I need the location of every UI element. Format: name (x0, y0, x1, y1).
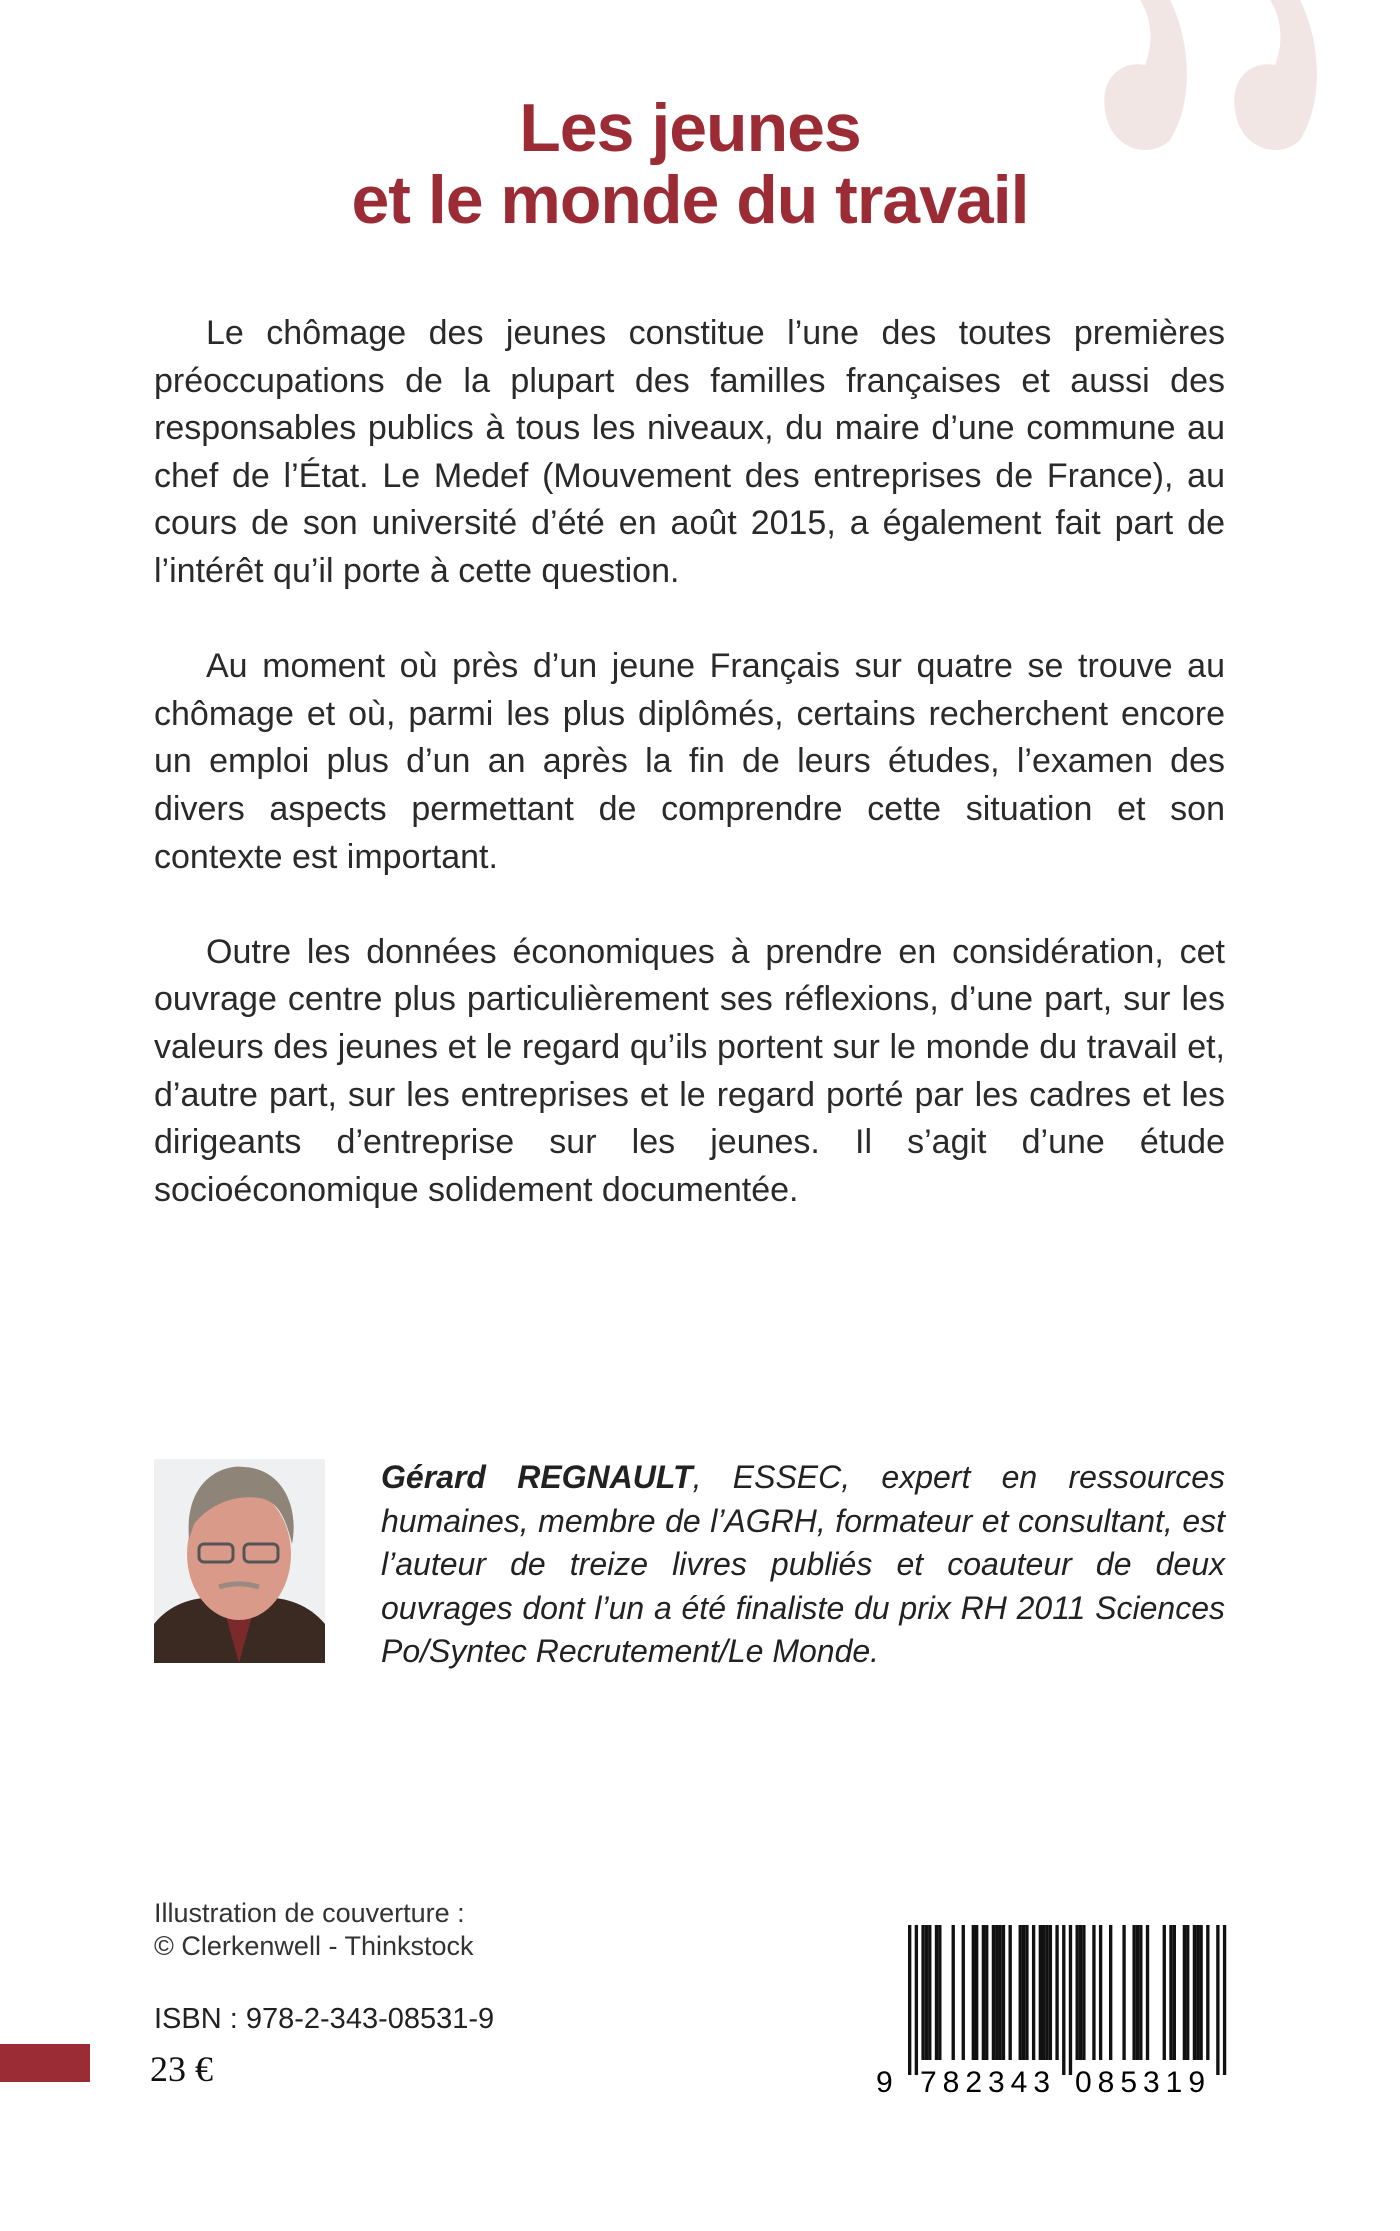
barcode-bar (1132, 1925, 1135, 2060)
barcode-bar (982, 1925, 985, 2060)
barcode-bar (952, 1925, 955, 2060)
author-photo (154, 1459, 325, 1663)
barcode-bar (1199, 1925, 1202, 2060)
barcode-bar (1163, 1925, 1166, 2060)
barcode-bar (975, 1925, 978, 2060)
price: 23 € (150, 2049, 213, 2089)
author-bio (381, 1456, 1225, 1674)
barcode-bar (908, 1925, 911, 2075)
blurb (154, 310, 1225, 1262)
barcode-bar (1169, 1925, 1172, 2060)
barcode-bar (962, 1925, 965, 2060)
barcode-bar (1045, 1925, 1048, 2060)
credit-line-2: © Clerkenwell - Thinkstock (154, 1931, 474, 1961)
barcode-bar (1139, 1925, 1142, 2060)
barcode-bar (1196, 1925, 1199, 2060)
barcode-bar (1099, 1925, 1102, 2060)
barcode-bar (925, 1925, 928, 2060)
barcode-bar (1173, 1925, 1176, 2060)
barcode-bar (1039, 1925, 1042, 2060)
barcode-bar (972, 1925, 975, 2060)
book-title (0, 92, 1380, 236)
author-bio-text: , ESSEC, expert en ressources humaines, membre de l’AGRH, formateur et consultant, est l’auteur de treize livres publiés et coauteur de deux ouvrages dont l’un a été finaliste du prix RH 2011 Sciences Po/Syntec Recrutement/Le Monde. (381, 1459, 1226, 1669)
cover-credit (154, 1897, 474, 1963)
barcode-bar (1069, 1925, 1072, 2075)
barcode-bar (1062, 1925, 1065, 2075)
barcode-bar (1049, 1925, 1052, 2060)
barcode-digits-right: 085319 (1075, 2066, 1205, 2099)
barcode-bar (1122, 1925, 1125, 2060)
barcode-bar (935, 1925, 938, 2060)
barcode-bar (992, 1925, 995, 2060)
accent-bar (0, 2044, 90, 2082)
barcode-bar (938, 1925, 941, 2060)
barcode-bar (1002, 1925, 1005, 2060)
barcode-bar (1079, 1925, 1082, 2060)
credit-line-1: Illustration de couverture : (154, 1898, 465, 1928)
isbn: ISBN : 978-2-343-08531-9 (154, 2003, 495, 2035)
blurb-paragraph: Le chômage des jeunes constitue l’une des toutes premières préoccupations de la plupart des familles françaises et aussi des responsables publics à tous les niveaux, du maire d’une commune au chef de l’État. Le Medef (Mouvement des entreprises de France), au cours de son université d’été en août 2015, a également fait part de l’intérêt qu’il porte à cette question. (154, 314, 1225, 590)
barcode-bar (1032, 1925, 1035, 2060)
barcode-digit-first: 9 (876, 2066, 893, 2099)
barcode-bar (921, 1925, 924, 2060)
barcode-bar (1223, 1925, 1226, 2075)
barcode-bar (1009, 1925, 1012, 2060)
barcode-bar (1092, 1925, 1095, 2060)
barcode-digits-left: 782343 (920, 2066, 1050, 2099)
barcode-bar (998, 1925, 1001, 2060)
barcode-bar (1022, 1925, 1025, 2060)
title-line-2: et le monde du travail (351, 162, 1029, 238)
barcode-bar (1042, 1925, 1045, 2060)
barcode-bar (1186, 1925, 1189, 2060)
blurb-paragraph: Outre les données économiques à prendre en considération, cet ouvrage centre plus particulièrement ses réflexions, d’une part, sur les valeurs des jeunes et le regard qu’ils portent sur le monde du travail et, d’autre part, sur les entreprises et le regard porté par les cadres et les dirigeants d’entreprise sur les jeunes. Il s’agit d’une étude socioéconomique solidement documentée. (154, 932, 1225, 1209)
barcode-bar (995, 1925, 998, 2060)
barcode-bar (1146, 1925, 1149, 2060)
author-name: Gérard REGNAULT (381, 1459, 693, 1495)
barcode-bar (928, 1925, 931, 2060)
barcode-bar (1216, 1925, 1219, 2075)
barcode-bar (1055, 1925, 1058, 2060)
blurb-paragraph: Au moment où près d’un jeune Français sur quatre se trouve au chômage et où, parmi les plus diplômés, certains recherchent encore un emploi plus d’un an après la fin de leurs études, l’examen des divers aspects permettant de comprendre cette situation et son contexte est important. (154, 647, 1225, 876)
barcode-bar (1109, 1925, 1112, 2060)
barcode-bar (985, 1925, 988, 2060)
barcode-bar (1025, 1925, 1028, 2060)
barcode-bar (1136, 1925, 1139, 2060)
barcode (870, 1920, 1250, 2100)
barcode-bar (1206, 1925, 1209, 2060)
barcode-bar (1183, 1925, 1186, 2060)
barcode-bar (915, 1925, 918, 2075)
barcode-bar (1193, 1925, 1196, 2060)
barcode-bar (1076, 1925, 1079, 2060)
barcode-bar (1082, 1925, 1085, 2060)
title-line-1: Les jeunes (519, 90, 861, 166)
barcode-bar (1019, 1925, 1022, 2060)
